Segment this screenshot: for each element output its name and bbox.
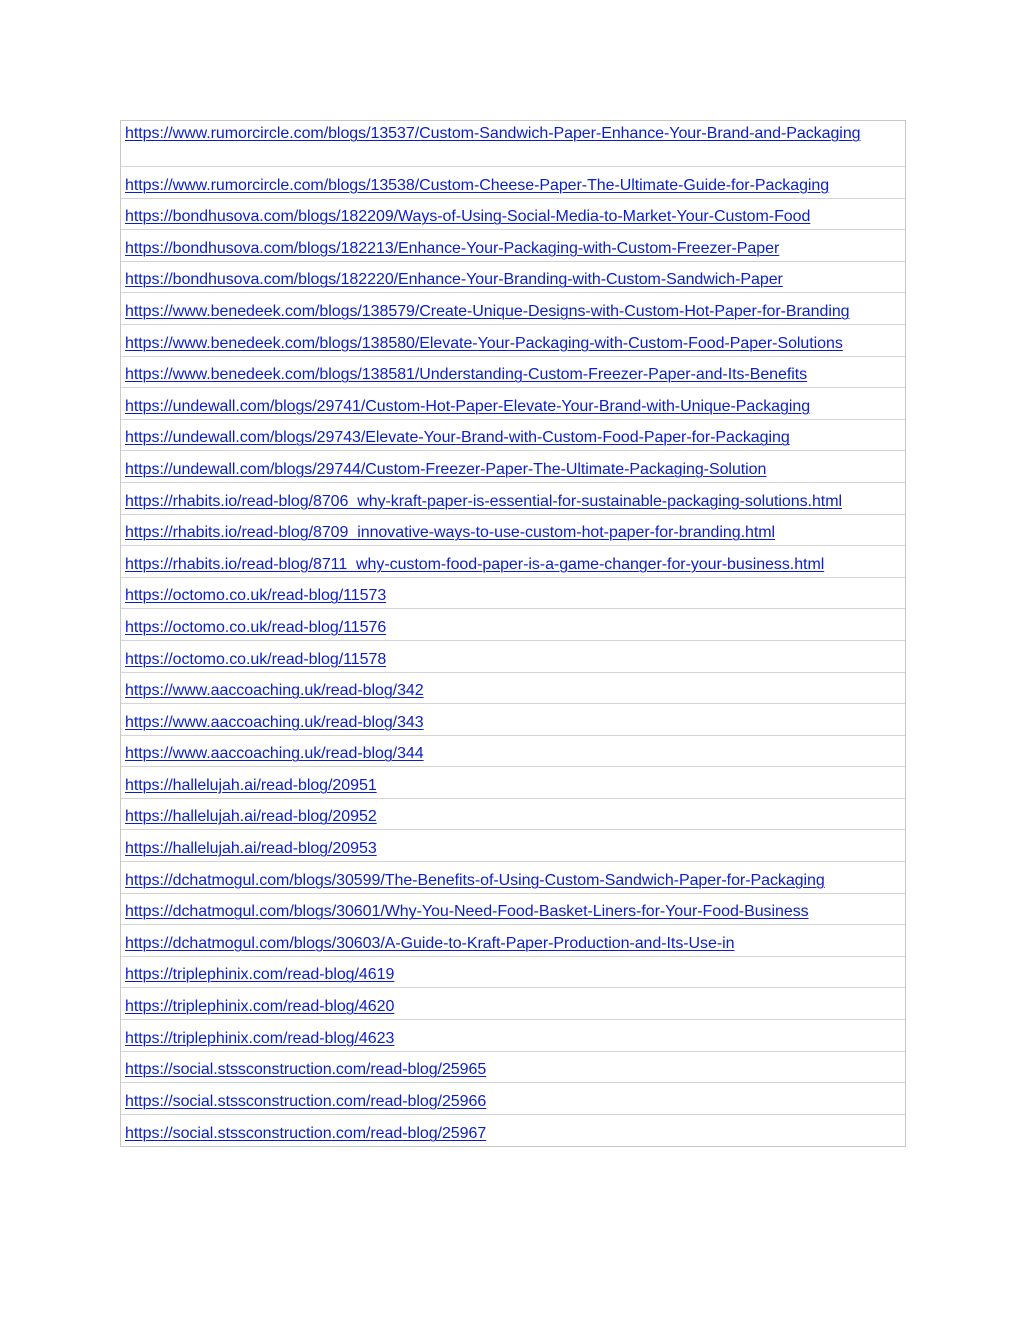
table-row bbox=[121, 799, 905, 831]
link-table bbox=[120, 120, 906, 1147]
table-row bbox=[121, 325, 905, 357]
link-row-13[interactable]: https://rhabits.io/read-blog/8709_innovative-ways-to-use-custom-hot-paper-for-branding.html bbox=[125, 524, 775, 542]
table-row bbox=[121, 230, 905, 262]
table-row bbox=[121, 167, 905, 199]
table-row bbox=[121, 546, 905, 578]
link-row-21[interactable]: https://hallelujah.ai/read-blog/20951 bbox=[125, 776, 377, 794]
link-row-7[interactable]: https://www.benedeek.com/blogs/138580/Elevate-Your-Packaging-with-Custom-Food-Paper-Solutions bbox=[125, 334, 843, 352]
link-row-14[interactable]: https://rhabits.io/read-blog/8711_why-custom-food-paper-is-a-game-changer-for-your-business.html bbox=[125, 555, 825, 573]
table-row bbox=[121, 121, 905, 167]
table-row bbox=[121, 736, 905, 768]
table-row bbox=[121, 925, 905, 957]
link-row-28[interactable]: https://triplephinix.com/read-blog/4620 bbox=[125, 998, 395, 1016]
table-row bbox=[121, 1052, 905, 1084]
link-row-2[interactable]: https://www.rumorcircle.com/blogs/13538/Custom-Cheese-Paper-The-Ultimate-Guide-for-Packaging bbox=[125, 176, 830, 194]
table-row bbox=[121, 830, 905, 862]
link-row-10[interactable]: https://undewall.com/blogs/29743/Elevate-Your-Brand-with-Custom-Food-Paper-for-Packaging bbox=[125, 429, 790, 447]
table-row bbox=[121, 673, 905, 705]
link-row-23[interactable]: https://hallelujah.ai/read-blog/20953 bbox=[125, 840, 377, 858]
link-row-5[interactable]: https://bondhusova.com/blogs/182220/Enhance-Your-Branding-with-Custom-Sandwich-Paper bbox=[125, 271, 783, 289]
link-row-15[interactable]: https://octomo.co.uk/read-blog/11573 bbox=[125, 587, 387, 605]
link-row-32[interactable]: https://social.stssconstruction.com/read-blog/25967 bbox=[125, 1125, 487, 1143]
link-row-20[interactable]: https://www.aaccoaching.uk/read-blog/344 bbox=[125, 745, 424, 763]
table-row bbox=[121, 451, 905, 483]
link-row-30[interactable]: https://social.stssconstruction.com/read-blog/25965 bbox=[125, 1061, 487, 1079]
link-row-17[interactable]: https://octomo.co.uk/read-blog/11578 bbox=[125, 650, 387, 668]
link-row-4[interactable]: https://bondhusova.com/blogs/182213/Enhance-Your-Packaging-with-Custom-Freezer-Paper bbox=[125, 239, 780, 257]
link-row-1[interactable]: https://www.rumorcircle.com/blogs/13537/Custom-Sandwich-Paper-Enhance-Your-Brand-and-Packaging bbox=[125, 125, 861, 142]
table-row bbox=[121, 578, 905, 610]
link-row-11[interactable]: https://undewall.com/blogs/29744/Custom-Freezer-Paper-The-Ultimate-Packaging-Solution bbox=[125, 460, 767, 478]
table-row bbox=[121, 988, 905, 1020]
table-row bbox=[121, 199, 905, 231]
table-row bbox=[121, 862, 905, 894]
table-row bbox=[121, 767, 905, 799]
link-row-31[interactable]: https://social.stssconstruction.com/read-blog/25966 bbox=[125, 1092, 487, 1110]
link-row-29[interactable]: https://triplephinix.com/read-blog/4623 bbox=[125, 1029, 395, 1047]
table-row bbox=[121, 609, 905, 641]
link-row-27[interactable]: https://triplephinix.com/read-blog/4619 bbox=[125, 966, 395, 984]
table-row bbox=[121, 641, 905, 673]
link-row-9[interactable]: https://undewall.com/blogs/29741/Custom-Hot-Paper-Elevate-Your-Brand-with-Unique-Packaging bbox=[125, 397, 811, 415]
table-row bbox=[121, 357, 905, 389]
table-row bbox=[121, 894, 905, 926]
link-row-3[interactable]: https://bondhusova.com/blogs/182209/Ways-of-Using-Social-Media-to-Market-Your-Custom-Food bbox=[125, 208, 811, 226]
table-row bbox=[121, 515, 905, 547]
table-row bbox=[121, 1115, 905, 1147]
table-row bbox=[121, 1083, 905, 1115]
link-row-26[interactable]: https://dchatmogul.com/blogs/30603/A-Guide-to-Kraft-Paper-Production-and-Its-Use-in bbox=[125, 934, 735, 952]
table-row bbox=[121, 704, 905, 736]
table-row bbox=[121, 483, 905, 515]
link-row-8[interactable]: https://www.benedeek.com/blogs/138581/Understanding-Custom-Freezer-Paper-and-Its-Benefits bbox=[125, 366, 808, 384]
table-row bbox=[121, 420, 905, 452]
link-row-25[interactable]: https://dchatmogul.com/blogs/30601/Why-You-Need-Food-Basket-Liners-for-Your-Food-Business bbox=[125, 903, 809, 921]
link-row-12[interactable]: https://rhabits.io/read-blog/8706_why-kraft-paper-is-essential-for-sustainable-packaging-solutions.html bbox=[125, 492, 842, 510]
table-row bbox=[121, 262, 905, 294]
link-row-6[interactable]: https://www.benedeek.com/blogs/138579/Create-Unique-Designs-with-Custom-Hot-Paper-for-Branding bbox=[125, 302, 850, 320]
link-row-18[interactable]: https://www.aaccoaching.uk/read-blog/342 bbox=[125, 682, 424, 700]
link-row-19[interactable]: https://www.aaccoaching.uk/read-blog/343 bbox=[125, 713, 424, 731]
link-row-24[interactable]: https://dchatmogul.com/blogs/30599/The-Benefits-of-Using-Custom-Sandwich-Paper-for-Packaging bbox=[125, 871, 825, 889]
link-row-22[interactable]: https://hallelujah.ai/read-blog/20952 bbox=[125, 808, 377, 826]
table-row bbox=[121, 293, 905, 325]
link-row-16[interactable]: https://octomo.co.uk/read-blog/11576 bbox=[125, 618, 387, 636]
table-row bbox=[121, 388, 905, 420]
table-row bbox=[121, 1020, 905, 1052]
table-row bbox=[121, 957, 905, 989]
